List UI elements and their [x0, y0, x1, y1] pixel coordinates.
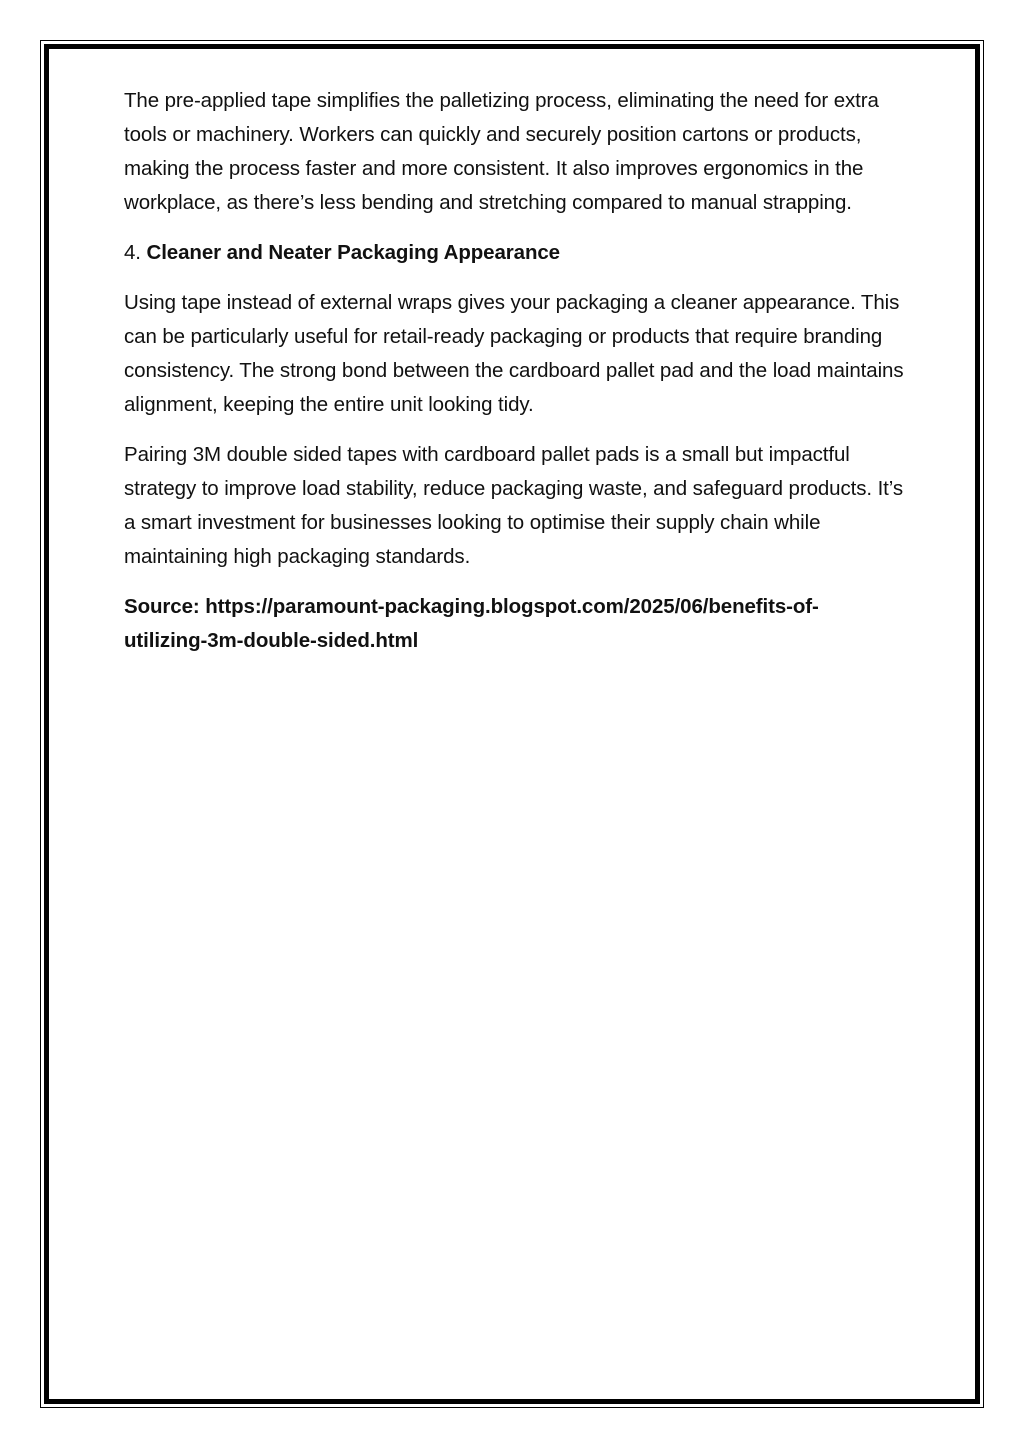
source-url-line1[interactable]: https://paramount-packaging.blogspot.com/2025/06/benefits-of- [205, 595, 819, 618]
paragraph-conclusion: Pairing 3M double sided tapes with cardboard pallet pads is a small but impactful strategy to improve load stability, reduce packaging waste, and safeguard products. It’s a smart investment for businesses looking to optimise their supply chain while maintaining high packaging standards. [124, 443, 903, 568]
section-heading-number: 4. [124, 241, 147, 264]
paragraph-palletizing: The pre-applied tape simplifies the palletizing process, eliminating the need for extra tools or machinery. Workers can quickly and securely position cartons or products, making the process faster and more consistent. It also improves ergonomics in the workplace, as there’s less bending and stretching compared to manual strapping. [124, 89, 879, 214]
section-heading-title: Cleaner and Neater Packaging Appearance [146, 241, 560, 264]
document-body [124, 84, 914, 674]
source-label: Source: [124, 595, 206, 618]
paragraph-appearance: Using tape instead of external wraps gives your packaging a cleaner appearance. This can be particularly useful for retail-ready packaging or products that require branding consistency. The strong bond between the cardboard pallet pad and the load maintains alignment, keeping the entire unit looking tidy. [124, 291, 904, 416]
source-citation [124, 590, 914, 658]
source-url-line2[interactable]: utilizing-3m-double-sided.html [124, 629, 419, 652]
section-heading [124, 236, 914, 270]
